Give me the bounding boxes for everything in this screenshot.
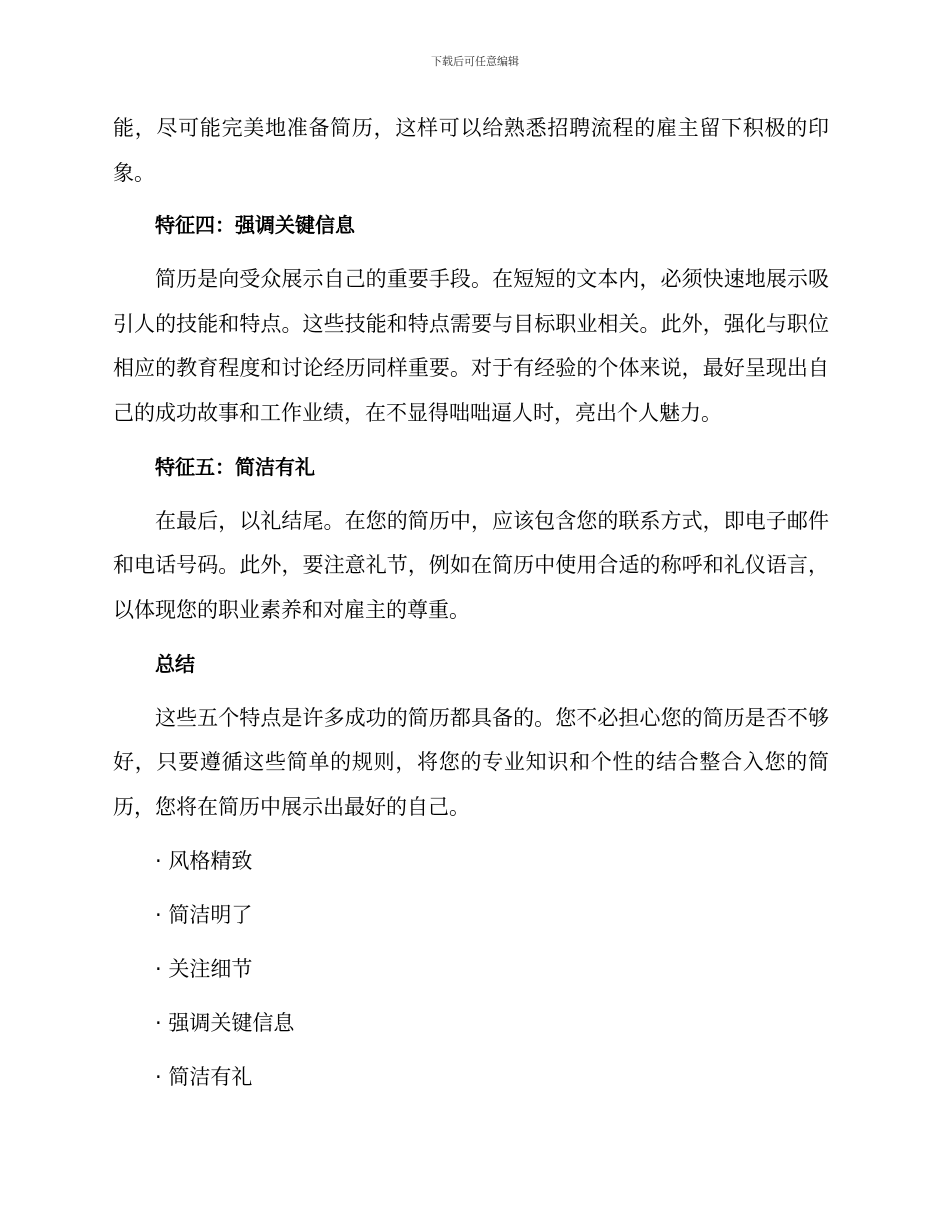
- section-body-feature-four: 简历是向受众展示自己的重要手段。在短短的文本内，必须快速地展示吸引人的技能和特点。这些技能和特点需要与目标职业相关。此外，强化与职位相应的教育程度和讨论经历同样重要。对于有经验的个体来说，最好呈现出自己的成功故事和工作业绩，在不显得咄咄逼人时，亮出个人魅力。: [113, 267, 829, 425]
- section-heading-feature-five: 特征五：简洁有礼: [155, 454, 315, 479]
- summary-bullet-list: [113, 839, 829, 1100]
- page-header: 下载后可任意编辑: [431, 55, 519, 68]
- section-heading-feature-four: 特征四：强调关键信息: [155, 213, 355, 237]
- document-body: [113, 106, 829, 1109]
- list-item: · 风格精致: [155, 848, 253, 873]
- list-item: · 简洁明了: [155, 902, 253, 927]
- intro-continuation-paragraph: 能，尽可能完美地准备简历，这样可以给熟悉招聘流程的雇主留下积极的印象。: [113, 116, 829, 185]
- list-item: · 简洁有礼: [155, 1064, 253, 1089]
- section-body-summary: 这些五个特点是许多成功的简历都具备的。您不必担心您的简历是否不够好，只要遵循这些简单的规则，将您的专业知识和个性的结合整合入您的简历，您将在简历中展示出最好的自己。: [113, 705, 829, 819]
- section-body-feature-five: 在最后，以礼结尾。在您的简历中，应该包含您的联系方式，即电子邮件和电话号码。此外，要注意礼节，例如在简历中使用合适的称呼和礼仪语言，以体现您的职业素养和对雇主的尊重。: [113, 508, 829, 622]
- list-item: · 强调关键信息: [155, 1010, 295, 1035]
- list-item: · 关注细节: [155, 956, 253, 981]
- section-heading-summary: 总结: [155, 651, 195, 676]
